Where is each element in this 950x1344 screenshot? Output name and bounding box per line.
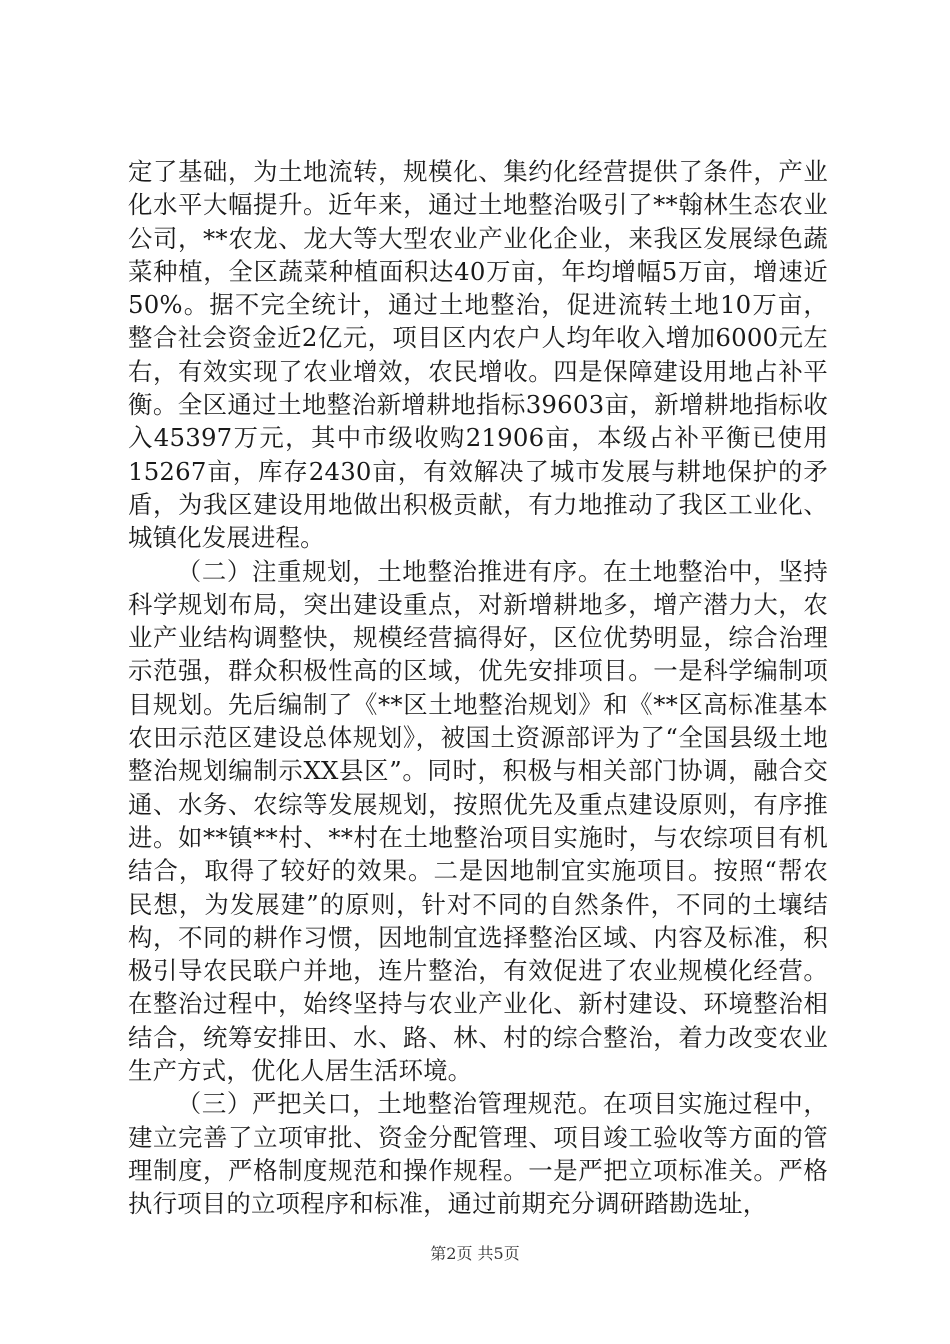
paragraph-continuation: 定了基础，为土地流转，规模化、集约化经营提供了条件，产业化水平大幅提升。近年来，通过土地整治吸引了**翰林生态农业公司，**农龙、龙大等大型农业产业化企业，来我区发展绿色蔬菜种植，全区蔬菜种植面积达40万亩，年均增幅5万亩，增速近50%。据不完全统计，通过土地整治，促进流转土地10万亩，整合社会资金近2亿元，项目区内农户人均年收入增加6000元左右，有效实现了农业增效，农民增收。四是保障建设用地占补平衡。全区通过土地整治新增耕地指标39603亩，新增耕地指标收入45397万元，其中市级收购21906亩，本级占补平衡已使用15267亩，库存2430亩，有效解决了城市发展与耕地保护的矛盾，为我区建设用地做出积极贡献，有力地推动了我区工业化、城镇化发展进程。: [128, 157, 828, 553]
paragraph-section-three: （三）严把关口，土地整治管理规范。在项目实施过程中，建立完善了立项审批、资金分配管理、项目竣工验收等方面的管理制度，严格制度规范和操作规程。一是严把立项标准关。严格执行项目的立项程序和标准，通过前期充分调研踏勘选址，: [128, 1089, 828, 1219]
document-body: [128, 155, 828, 1221]
page-number-footer: 第2页 共5页: [430, 1244, 520, 1263]
paragraph-section-two: （二）注重规划，土地整治推进有序。在土地整治中，坚持科学规划布局，突出建设重点，对新增耕地多，增产潜力大，农业产业结构调整快，规模经营搞得好，区位优势明显，综合治理示范强，群众积极性高的区域，优先安排项目。一是科学编制项目规划。先后编制了《**区土地整治规划》和《**区高标准基本农田示范区建设总体规划》，被国土资源部评为了“全国县级土地整治规划编制示XX县区”。同时，积极与相关部门协调，融合交通、水务、农综等发展规划，按照优先及重点建设原则，有序推进。如**镇**村、**村在土地整治项目实施时，与农综项目有机结合，取得了较好的效果。二是因地制宜实施项目。按照“帮农民想，为发展建”的原则，针对不同的自然条件，不同的土壤结构，不同的耕作习惯，因地制宜选择整治区域、内容及标准，积极引导农民联户并地，连片整治，有效促进了农业规模化经营。在整治过程中，始终坚持与农业产业化、新村建设、环境整治相结合，统筹安排田、水、路、林、村的综合整治，着力改变农业生产方式，优化人居生活环境。: [128, 556, 828, 1086]
